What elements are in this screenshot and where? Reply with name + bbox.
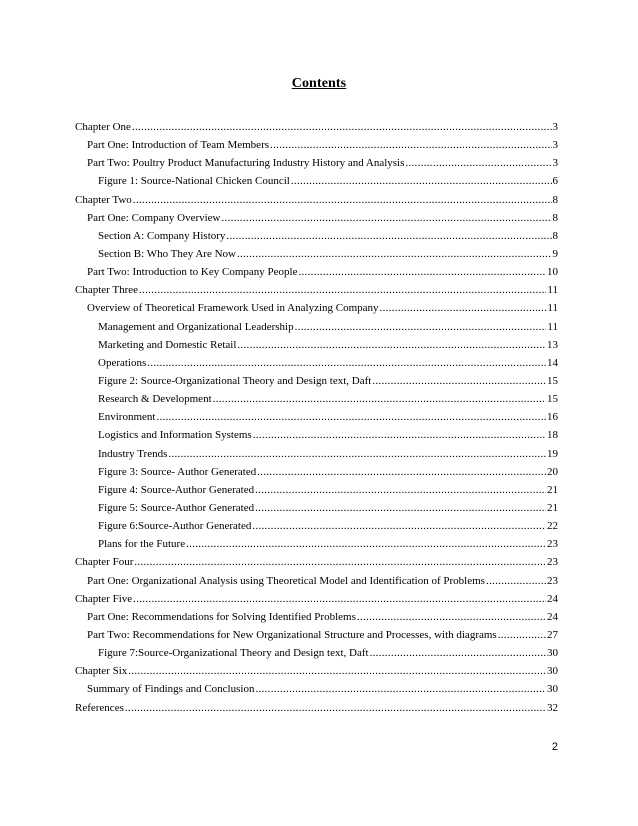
toc-entry-page: 32 <box>547 701 558 714</box>
toc-dot-leader <box>295 318 547 336</box>
toc-entry-page: 21 <box>547 501 558 514</box>
toc-entry-label: Part One: Organizational Analysis using Theoretical Model and Identification of Problems <box>87 574 485 587</box>
toc-entry[interactable] <box>75 608 558 626</box>
toc-entry-page: 30 <box>547 683 558 696</box>
toc-dot-leader <box>147 354 546 372</box>
toc-entry[interactable] <box>75 680 558 698</box>
toc-dot-leader <box>486 572 546 590</box>
toc-entry-label: Marketing and Domestic Retail <box>98 338 237 351</box>
toc-entry[interactable] <box>75 445 558 463</box>
toc-entry-label: Summary of Findings and Conclusion <box>87 683 255 696</box>
toc-entry[interactable] <box>75 553 558 571</box>
toc-entry[interactable] <box>75 245 558 263</box>
toc-entry-page: 18 <box>547 429 558 442</box>
toc-entry-page: 23 <box>547 574 558 587</box>
toc-entry-page: 21 <box>547 483 558 496</box>
toc-entry[interactable] <box>75 136 558 154</box>
toc-entry[interactable] <box>75 499 558 517</box>
toc-entry[interactable] <box>75 408 558 426</box>
toc-entry-page: 24 <box>547 592 558 605</box>
toc-dot-leader <box>270 136 551 154</box>
toc-entry-label: Chapter Three <box>75 284 139 297</box>
toc-entry[interactable] <box>75 318 558 336</box>
toc-entry-label: Figure 7:Source-Organizational Theory and Design text, Daft <box>98 647 369 660</box>
toc-entry-page: 30 <box>547 647 558 660</box>
toc-entry-label: Overview of Theoretical Framework Used in Analyzing Company <box>87 302 379 315</box>
toc-entry[interactable] <box>75 481 558 499</box>
toc-dot-leader <box>498 626 546 644</box>
page-title: Contents <box>291 76 347 91</box>
toc-entry[interactable] <box>75 172 558 190</box>
toc-entry-page: 23 <box>547 538 558 551</box>
toc-entry-label: Part One: Company Overview <box>87 211 221 224</box>
toc-dot-leader <box>222 209 552 227</box>
toc-entry-label: Figure 5: Source-Author Generated <box>98 501 255 514</box>
toc-dot-leader <box>372 372 546 390</box>
toc-dot-leader <box>128 662 546 680</box>
toc-entry-page: 23 <box>547 556 558 569</box>
toc-entry-page: 16 <box>547 411 558 424</box>
toc-dot-leader <box>125 699 546 717</box>
toc-entry-page: 19 <box>547 447 558 460</box>
toc-entry-page: 10 <box>547 266 558 279</box>
toc-entry[interactable] <box>75 590 558 608</box>
toc-dot-leader <box>255 499 546 517</box>
toc-dot-leader <box>291 172 552 190</box>
toc-entry-label: Figure 6:Source-Author Generated <box>98 520 252 533</box>
toc-dot-leader <box>139 281 546 299</box>
toc-dot-leader <box>252 517 546 535</box>
toc-entry[interactable] <box>75 191 558 209</box>
toc-dot-leader <box>255 481 546 499</box>
toc-entry-label: Management and Organizational Leadership <box>98 320 294 333</box>
toc-entry[interactable] <box>75 154 558 172</box>
toc-entry[interactable] <box>75 644 558 662</box>
toc-entry[interactable] <box>75 517 558 535</box>
toc-entry-page: 20 <box>547 465 558 478</box>
toc-entry-label: Figure 2: Source-Organizational Theory and Design text, Daft <box>98 374 372 387</box>
toc-entry-label: Part One: Recommendations for Solving Identified Problems <box>87 610 356 623</box>
toc-dot-leader <box>134 553 546 571</box>
toc-entry[interactable] <box>75 390 558 408</box>
toc-dot-leader <box>257 463 546 481</box>
toc-entry-page: 6 <box>552 175 558 188</box>
toc-entry-label: Figure 3: Source- Author Generated <box>98 465 257 478</box>
toc-entry-label: Part One: Introduction of Team Members <box>87 139 270 152</box>
toc-entry[interactable] <box>75 354 558 372</box>
table-of-contents <box>75 118 558 717</box>
toc-entry-page: 3 <box>552 139 558 152</box>
toc-entry-label: Plans for the Future <box>98 538 186 551</box>
toc-entry-label: References <box>75 701 124 714</box>
toc-entry-label: Chapter Six <box>75 665 128 678</box>
toc-entry-page: 30 <box>547 665 558 678</box>
toc-entry-page: 3 <box>552 157 558 170</box>
toc-dot-leader <box>168 445 546 463</box>
toc-entry-page: 24 <box>547 610 558 623</box>
toc-dot-leader <box>405 154 551 172</box>
toc-dot-leader <box>237 245 552 263</box>
toc-entry-page: 15 <box>547 393 558 406</box>
toc-dot-leader <box>380 299 547 317</box>
toc-dot-leader <box>255 680 546 698</box>
toc-entry[interactable] <box>75 535 558 553</box>
toc-dot-leader <box>253 426 546 444</box>
toc-entry-page: 8 <box>552 229 558 242</box>
toc-entry-label: Research & Development <box>98 393 212 406</box>
toc-entry-label: Figure 1: Source-National Chicken Council <box>98 175 290 188</box>
toc-entry-label: Part Two: Poultry Product Manufacturing Industry History and Analysis <box>87 157 405 170</box>
toc-dot-leader <box>186 535 546 553</box>
toc-entry-page: 8 <box>552 211 558 224</box>
toc-entry-label: Environment <box>98 411 156 424</box>
toc-dot-leader <box>213 390 546 408</box>
toc-entry-page: 11 <box>547 320 558 333</box>
toc-dot-leader <box>370 644 546 662</box>
toc-entry-label: Industry Trends <box>98 447 168 460</box>
toc-dot-leader <box>298 263 546 281</box>
toc-dot-leader <box>133 590 546 608</box>
toc-entry[interactable] <box>75 263 558 281</box>
toc-entry-page: 13 <box>547 338 558 351</box>
toc-entry-page: 8 <box>552 193 558 206</box>
toc-entry[interactable] <box>75 299 558 317</box>
toc-dot-leader <box>132 118 552 136</box>
toc-entry[interactable] <box>75 372 558 390</box>
toc-entry[interactable] <box>75 209 558 227</box>
toc-entry[interactable] <box>75 118 558 136</box>
toc-entry-label: Chapter One <box>75 121 131 133</box>
toc-dot-leader <box>357 608 546 626</box>
toc-entry[interactable] <box>75 463 558 481</box>
toc-entry-page: 11 <box>547 284 558 297</box>
toc-entry[interactable] <box>75 662 558 680</box>
toc-entry-page: 9 <box>552 247 558 260</box>
toc-entry-page: 27 <box>547 628 558 641</box>
toc-entry[interactable] <box>75 281 558 299</box>
toc-entry[interactable] <box>75 572 558 590</box>
toc-entry[interactable] <box>75 227 558 245</box>
toc-entry-label: Chapter Five <box>75 592 133 605</box>
toc-entry-label: Chapter Two <box>75 193 132 206</box>
toc-entry[interactable] <box>75 426 558 444</box>
toc-entry-page: 3 <box>552 121 558 133</box>
toc-entry-page: 15 <box>547 374 558 387</box>
toc-entry-page: 14 <box>547 356 558 369</box>
toc-dot-leader <box>226 227 551 245</box>
toc-dot-leader <box>133 191 552 209</box>
toc-entry[interactable] <box>75 699 558 717</box>
toc-entry-page: 11 <box>547 302 558 315</box>
toc-entry-label: Operations <box>98 356 147 369</box>
toc-entry-label: Section A: Company History <box>98 229 226 242</box>
toc-dot-leader <box>237 336 546 354</box>
toc-entry-label: Part Two: Introduction to Key Company People <box>87 266 298 279</box>
toc-entry[interactable] <box>75 336 558 354</box>
toc-entry-label: Figure 4: Source-Author Generated <box>98 483 255 496</box>
toc-entry-label: Logistics and Information Systems <box>98 429 252 442</box>
toc-dot-leader <box>156 408 546 426</box>
page-number: 2 <box>551 741 558 753</box>
toc-entry-label: Section B: Who They Are Now <box>98 247 236 260</box>
toc-entry-label: Chapter Four <box>75 556 134 569</box>
toc-entry[interactable] <box>75 626 558 644</box>
toc-entry-page: 22 <box>547 520 558 533</box>
toc-entry-label: Part Two: Recommendations for New Organizational Structure and Processes, with diagrams <box>87 628 497 641</box>
